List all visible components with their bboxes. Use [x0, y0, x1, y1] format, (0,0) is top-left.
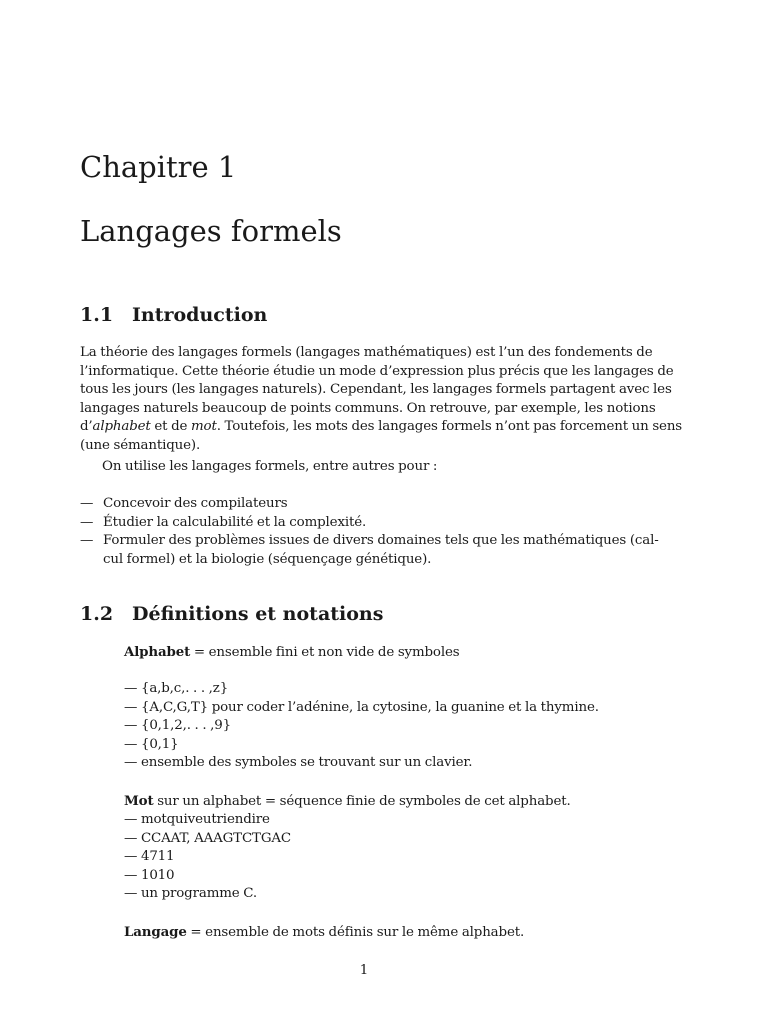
page-number: 1 [359, 963, 369, 978]
text-fragment: d’ [80, 419, 93, 435]
section-heading-introduction [80, 302, 267, 328]
section-number: 1.1 [80, 304, 114, 326]
list-item-text: Formuler des problèmes issues de divers domaines tels que les mathématiques (cal- [103, 533, 659, 549]
section-title: Définitions et notations [132, 603, 384, 625]
paragraph-line: La théorie des langages formels (langages mathématiques) est l’un des fondements de [80, 345, 653, 360]
list-item: — 4711 [124, 849, 175, 865]
section-title: Introduction [132, 304, 268, 326]
chapter-label: Chapitre 1 [80, 150, 237, 184]
term-langage-bold: Langage [124, 924, 187, 940]
list-item: — {A,C,G,T} pour coder l’adénine, la cytosine, la guanine et la thymine. [124, 699, 599, 715]
term-alphabet: alphabet [92, 419, 151, 435]
paragraph-line: tous les jours (les langages naturels). Cependant, les langages formels partagent avec les [80, 382, 672, 398]
term-mot: mot [190, 419, 217, 435]
definition-text: = ensemble fini et non vide de symboles [190, 645, 460, 660]
mot-examples-list [124, 811, 291, 904]
section-heading-definitions [80, 601, 383, 627]
term-mot-bold: Mot [124, 793, 154, 809]
section-number: 1.2 [80, 603, 114, 625]
list-item [80, 495, 650, 514]
list-item: — motquiveutriendire [124, 812, 270, 827]
list-item: — un programme C. [124, 886, 257, 902]
paragraph-line: (une sémantique). [80, 437, 201, 453]
list-item-text: Étudier la calculabilité et la complexité. [103, 514, 367, 530]
introduction-paragraph [80, 344, 683, 456]
list-item: — CCAAT, AAAGTCTGAC [124, 830, 292, 846]
list-item: — ensemble des symboles se trouvant sur un clavier. [124, 755, 473, 771]
uses-list [80, 495, 659, 569]
list-item: — {0,1,2,. . . ,9} [124, 718, 232, 734]
mot-definition [124, 792, 571, 812]
list-item [80, 532, 659, 569]
chapter-title: Langages formels [80, 214, 342, 248]
paragraph-line: l’informatique. Cette théorie étudie un mode d’expression plus précis que les langages de [80, 363, 674, 379]
bullet-dash: — [80, 514, 94, 530]
langage-definition [124, 923, 524, 943]
list-item: — {0,1} [124, 736, 179, 752]
alphabet-examples-list [124, 680, 599, 773]
alphabet-definition [124, 643, 459, 663]
text-fragment: et de [150, 419, 191, 435]
paragraph-line: langages naturels beaucoup de points communs. On retrouve, par exemple, les notions [80, 400, 656, 416]
list-item: — 1010 [124, 867, 175, 883]
list-item [80, 514, 650, 533]
paragraph-line [80, 418, 683, 437]
bullet-dash: — [80, 533, 94, 549]
text-fragment: . Toutefois, les mots des langages formels n’ont pas forcement un sens [216, 419, 683, 435]
list-item-text: Concevoir des compilateurs [103, 496, 288, 511]
list-item: — {a,b,c,. . . ,z} [124, 681, 229, 696]
bullet-dash: — [80, 496, 94, 511]
definition-text: = ensemble de mots définis sur le même alphabet. [186, 925, 525, 940]
use-intro-text: On utilise les langages formels, entre autres pour : [102, 459, 438, 474]
definition-text: sur un alphabet = séquence finie de symboles de cet alphabet. [153, 794, 571, 809]
list-item-text-continuation: cul formel) et la biologie (séquençage génétique). [103, 551, 432, 567]
term-alphabet-bold: Alphabet [124, 644, 191, 660]
